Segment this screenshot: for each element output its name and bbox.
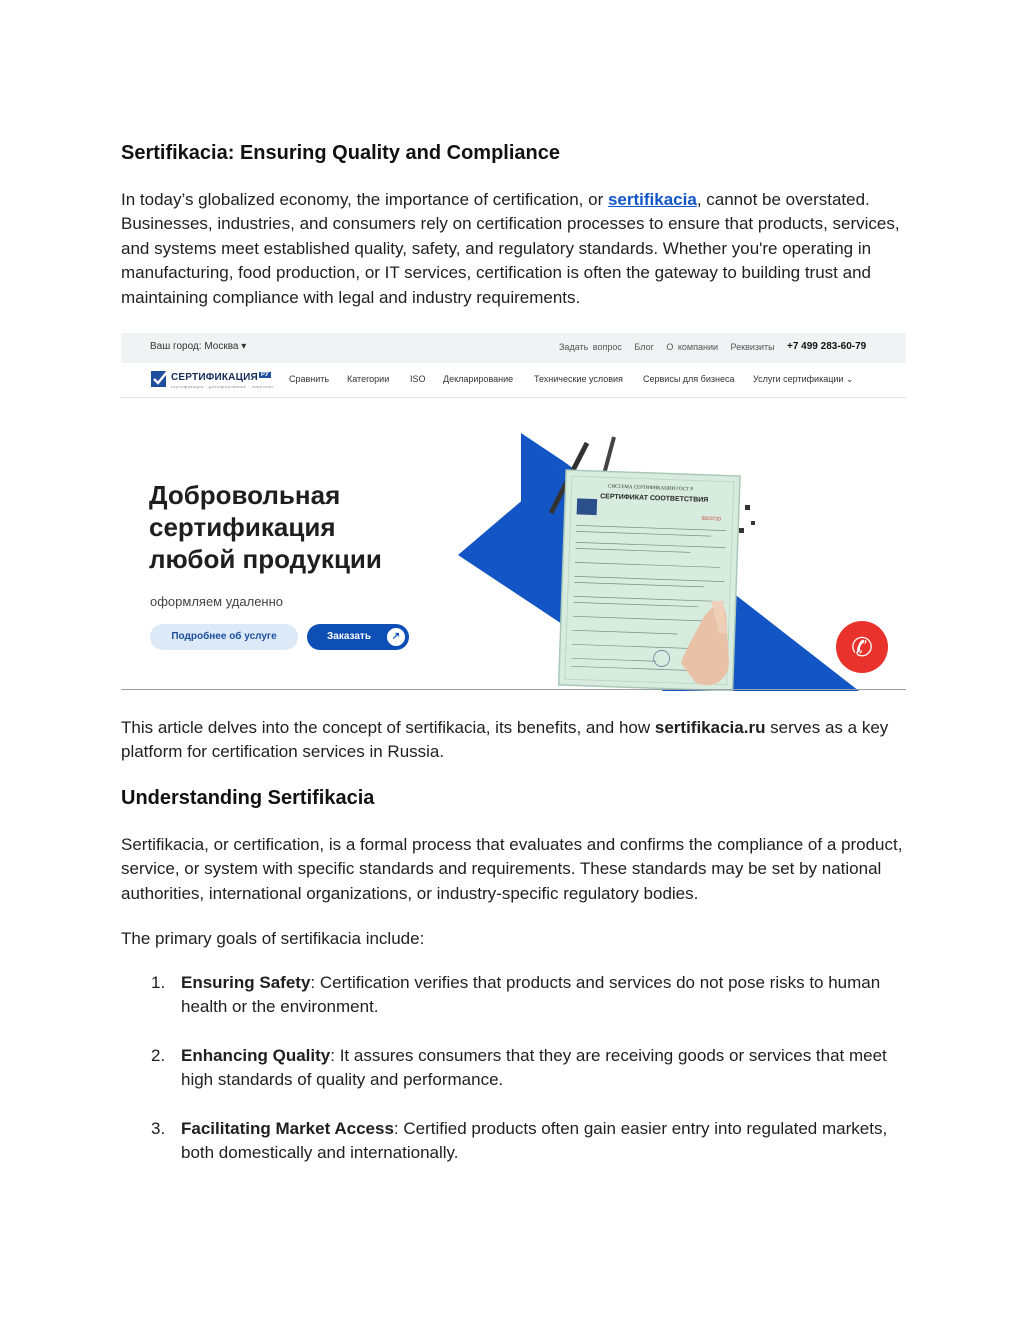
goal-number: 1.	[151, 973, 166, 992]
top-link-about: О компании	[666, 342, 719, 352]
order-button: Заказать ↗	[307, 624, 409, 650]
hero-title	[149, 479, 382, 575]
nav-categories: Категории	[347, 374, 390, 384]
cert-number: 0023720	[701, 515, 722, 523]
cert-header: СИСТЕМА СЕРТИФИКАЦИИ ГОСТ Р	[607, 484, 694, 493]
nav-declaration: Декларирование	[443, 374, 514, 384]
definition-paragraph: Sertifikacia, or certification, is a formal process that evaluates and confirms the compliance of a product, service, or system with specific standards and requirements. These standards may be set by national authorities, international organizations, or industry-specific regulatory bodies.	[121, 835, 903, 903]
top-link-blog: Блог	[634, 342, 654, 352]
platform-text-before: This article delves into the concept of sertifikacia, its benefits, and how	[121, 718, 655, 737]
nav-iso: ISO	[410, 374, 426, 384]
goals-intro: The primary goals of sertifikacia include:	[121, 929, 425, 948]
intro-text-after: , cannot be overstated. Businesses, industries, and consumers rely on certification processes to ensure that products, services, and systems meet established quality, safety, and regulatory standards. Whether you're operating in manufacturing, food production, or IT services, certification is often the gateway to building trust and maintaining compliance with legal and industry requirements.	[121, 190, 900, 307]
nav-tech-conditions: Технические условия	[534, 374, 623, 384]
sertifikacia-link[interactable]: sertifikacia	[607, 190, 697, 209]
call-button	[836, 621, 888, 673]
hero-title-line-1: Добровольная	[149, 480, 341, 510]
banner-bottom-divider	[121, 689, 906, 690]
more-about-service-button: Подробнее об услуге	[150, 624, 298, 650]
intro-paragraph	[121, 188, 911, 310]
arrow-up-right-icon: ↗	[387, 628, 405, 646]
goal-text: Ensuring Safety: Certification verifies that products and services do not pose risks to human health or the environment.	[181, 973, 881, 1017]
hero-subtitle: оформляем удаленно	[150, 594, 284, 609]
nav-business-services: Сервисы для бизнеса	[643, 374, 735, 384]
hero-title-line-2: сертификация	[149, 512, 336, 542]
phone-icon: ✆	[851, 632, 873, 662]
platform-text-after: serves as a key platform for certification services in Russia.	[121, 718, 889, 762]
goal-text: Enhancing Quality: It assures consumers that they are receiving goods or services that meet high standards of quality and performance.	[181, 1046, 887, 1090]
cert-title: СЕРТИФИКАТ СООТВЕТСТВИЯ	[600, 493, 709, 504]
section-heading-understanding: Understanding Sertifikacia	[121, 787, 375, 809]
top-link-ask: Задать вопрос	[559, 342, 622, 352]
city-selector: Ваш город: Москва ▾	[150, 341, 247, 352]
logo-text: СЕРТИФИКАЦИЯ $^{РУ}$	[171, 372, 269, 383]
hero-title-line-3: любой продукции	[149, 544, 382, 574]
goal-number: 3.	[151, 1119, 166, 1138]
nav-certification-services: Услуги сертификации ⌄	[753, 374, 854, 384]
article-title: Sertifikacia: Ensuring Quality and Compliance	[121, 142, 560, 164]
goal-text: Facilitating Market Access: Certified products often gain easier entry into regulated markets, both domestically and internationally.	[181, 1119, 888, 1163]
phone-number: +7 499 283-60-79	[787, 341, 867, 352]
nav-compare: Сравнить	[289, 374, 330, 384]
logo-subtitle: сертификация · декларирование · лицензии	[171, 384, 274, 389]
goal-number: 2.	[151, 1046, 166, 1065]
platform-paragraph	[121, 716, 911, 765]
platform-site-name: sertifikacia.ru	[654, 718, 766, 737]
top-link-requisites: Реквизиты	[730, 342, 775, 352]
website-banner-image	[121, 333, 906, 691]
intro-text-before: In today’s globalized economy, the importance of certification, or	[121, 190, 608, 209]
